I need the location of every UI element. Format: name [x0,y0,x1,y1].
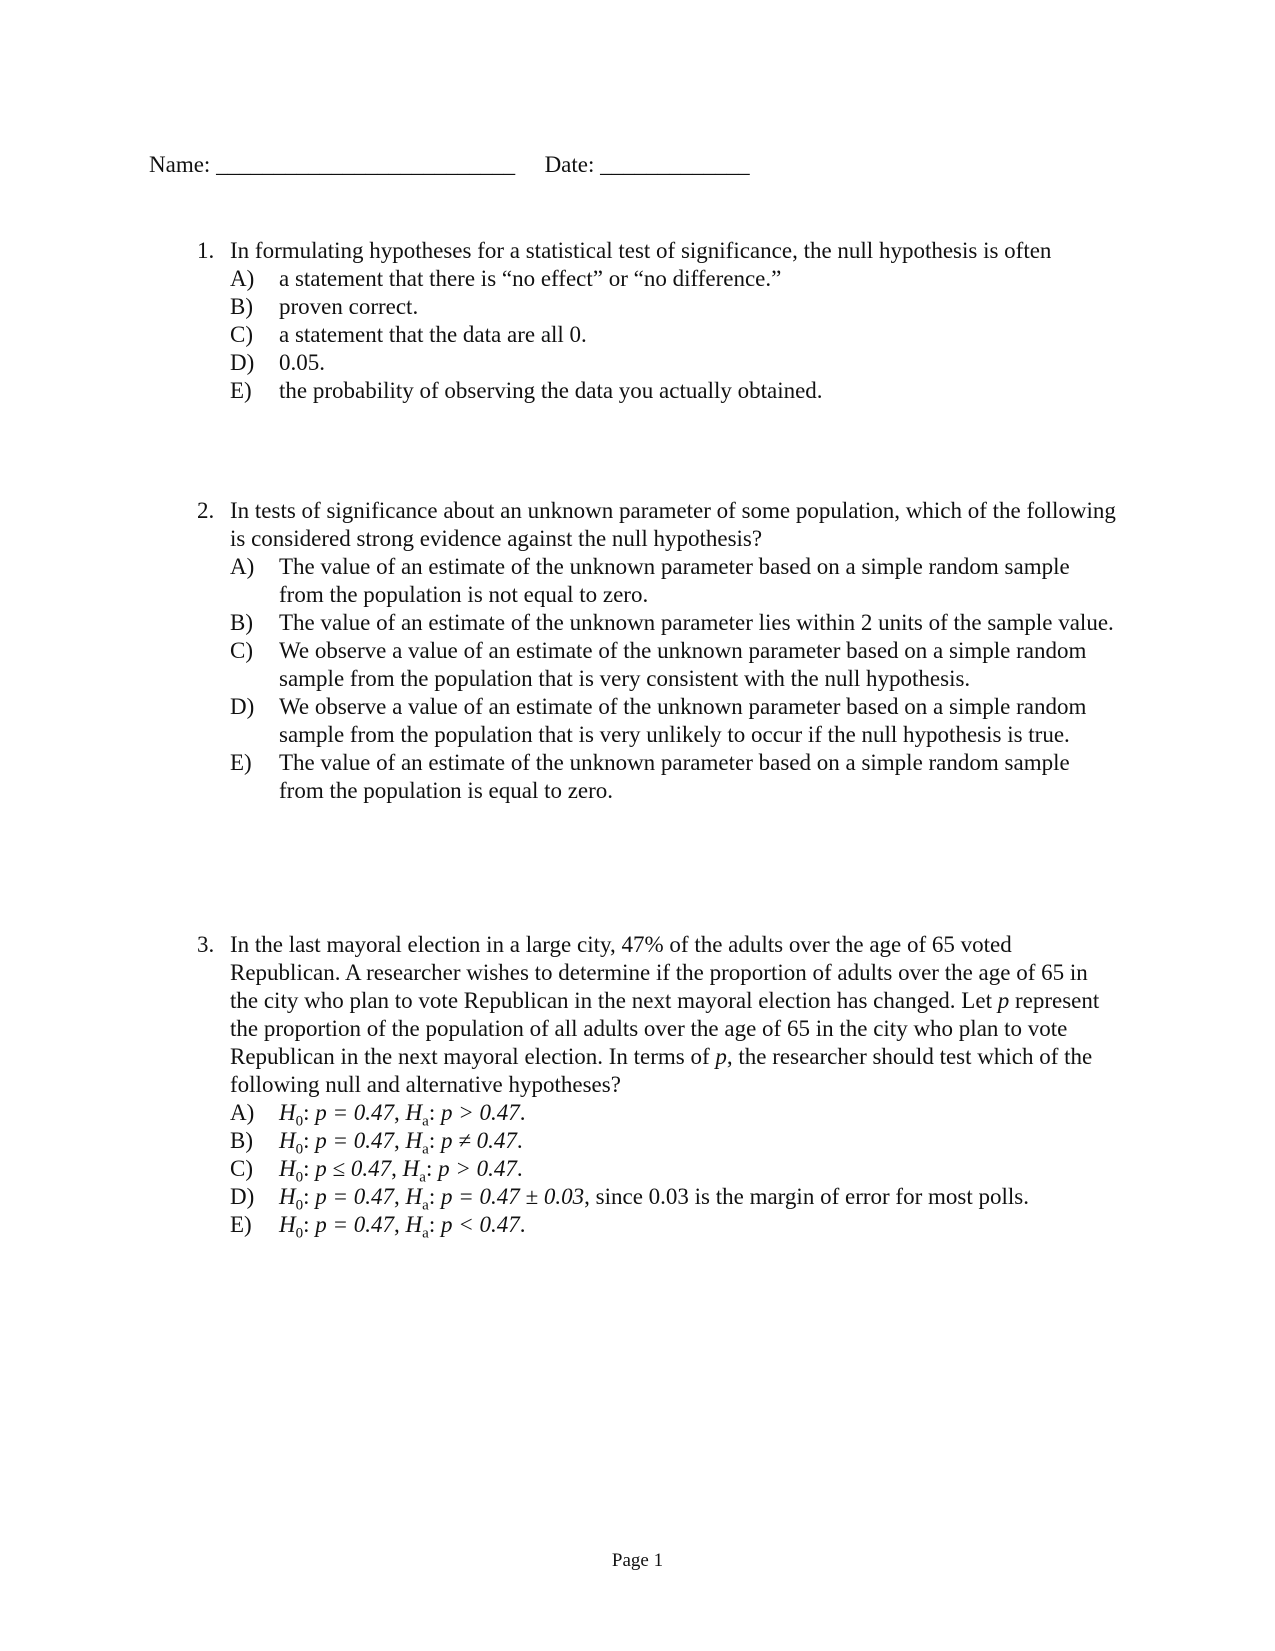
null-hypothesis: p ≤ 0.47 [315,1156,392,1181]
choice-c [230,637,1117,693]
hypothesis-subscript: a [422,1113,429,1130]
question-text-part: represent the proportion of the population of all adults over the age of 65 in the city who plan to vote Republican in the next mayoral election. In terms of [230,988,1100,1069]
choice-c [230,1155,1117,1186]
hypothesis-colon: : [303,1212,316,1237]
alternative-hypothesis: p = 0.47 ± 0.03 [440,1184,585,1209]
hypothesis-symbol: H [405,1212,423,1237]
hypothesis-comma: , [394,1100,406,1125]
choice-a [230,1099,1117,1130]
variable-p: p [715,1044,727,1069]
hypothesis-symbol: H [279,1128,296,1153]
choice-rest: . [516,1128,523,1153]
choice-b [230,609,1117,637]
hypothesis-subscript: 0 [295,1169,304,1186]
question-1 [197,237,1117,405]
choice-text: The value of an estimate of the unknown parameter lies within 2 units of the sample value. [279,610,1114,635]
choice-letter: C) [230,322,253,347]
null-hypothesis: p = 0.47 [315,1212,395,1237]
choice-text: proven correct. [279,294,419,319]
choice-letter: A) [230,1100,255,1125]
hypothesis-colon: : [428,1100,441,1125]
hypothesis-comma: , [391,1156,403,1181]
choice-list [197,553,1117,805]
choice-text: a statement that there is “no effect” or “no difference.” [279,266,782,291]
hypothesis-text [279,1127,1117,1158]
question-2 [197,497,1117,805]
choice-rest: . [519,1212,526,1237]
hypothesis-subscript: 0 [295,1197,304,1214]
question-text: In tests of significance about an unknown parameter of some population, which of the following is considered strong evidence against the null hypothesis? [230,498,1116,551]
null-hypothesis: p = 0.47 [315,1184,395,1209]
hypothesis-colon: : [303,1184,316,1209]
date-label: Date: [544,152,595,177]
question-text-part: In the last mayoral election in a large city, 47% of the adults over the age of 65 voted Republican. A researcher wishes to determine if the proportion of adults over the age of 65 in the city who plan to vote Republican in the next mayoral election has changed. Let [230,932,1088,1013]
choice-a [230,553,1117,609]
choice-b [230,293,1117,321]
hypothesis-symbol: H [279,1156,296,1181]
choice-letter: A) [230,266,255,291]
alternative-hypothesis: p > 0.47 [440,1100,520,1125]
choice-list [197,1099,1117,1242]
null-hypothesis: p = 0.47 [315,1100,395,1125]
hypothesis-text [279,1099,1117,1130]
hypothesis-colon: : [303,1100,316,1125]
hypothesis-symbol: H [402,1156,420,1181]
question-text [230,931,1117,1099]
choice-rest: . [519,1100,526,1125]
choice-letter: E) [230,750,252,775]
hypothesis-comma: , [394,1184,406,1209]
hypothesis-colon: : [425,1156,439,1181]
name-date-header [149,151,750,179]
choice-d [230,693,1117,749]
choice-letter: D) [230,1184,255,1209]
question-number: 3. [197,932,215,957]
choice-text: We observe a value of an estimate of the unknown parameter based on a simple random sample from the population that is very unlikely to occur if the null hypothesis is true. [279,694,1087,747]
hypothesis-symbol: H [405,1100,423,1125]
hypothesis-subscript: a [419,1169,426,1186]
hypothesis-subscript: a [422,1141,429,1158]
question-text-part: , the researcher should test which of the following null and alternative hypotheses? [230,1044,1093,1097]
question-text: In formulating hypotheses for a statistical test of significance, the null hypothesis is often [230,238,1052,263]
page-number: Page 1 [611,1550,664,1571]
name-label: Name: [149,152,211,177]
hypothesis-symbol: H [279,1212,296,1237]
choice-letter: E) [230,1212,252,1237]
choice-text: the probability of observing the data you actually obtained. [279,378,823,403]
alternative-hypothesis: p > 0.47 [438,1156,517,1181]
hypothesis-comma: , [394,1212,406,1237]
choice-text: The value of an estimate of the unknown parameter based on a simple random sample from the population is not equal to zero. [279,554,1070,607]
hypothesis-subscript: a [422,1225,429,1242]
choice-letter: C) [230,638,253,663]
choice-text: 0.05. [279,350,325,375]
choice-text: a statement that the data are all 0. [279,322,587,347]
choice-letter: B) [230,610,253,635]
hypothesis-colon: : [303,1128,316,1153]
variable-p: p [997,988,1010,1013]
choice-text: We observe a value of an estimate of the unknown parameter based on a simple random sample from the population that is very consistent with the null hypothesis. [279,638,1087,691]
hypothesis-symbol: H [405,1184,423,1209]
alternative-hypothesis: p ≠ 0.47 [440,1128,517,1153]
choice-d [230,1183,1117,1214]
question-number: 2. [197,498,215,523]
hypothesis-subscript: 0 [295,1225,304,1242]
choice-letter: B) [230,294,253,319]
hypothesis-symbol: H [279,1184,296,1209]
choice-letter: E) [230,378,252,403]
choice-b [230,1127,1117,1158]
hypothesis-colon: : [428,1184,441,1209]
choice-letter: C) [230,1156,253,1181]
choice-list [197,265,1117,405]
hypothesis-subscript: 0 [295,1113,304,1130]
hypothesis-subscript: 0 [295,1141,304,1158]
question-3 [197,931,1117,1242]
hypothesis-symbol: H [279,1100,296,1125]
choice-letter: D) [230,694,255,719]
hypothesis-comma: , [394,1128,406,1153]
choice-e [230,377,1117,405]
choice-letter: A) [230,554,255,579]
hypothesis-symbol: H [405,1128,423,1153]
choice-letter: D) [230,350,255,375]
null-hypothesis: p = 0.47 [315,1128,395,1153]
question-number: 1. [197,238,215,263]
hypothesis-colon: : [428,1128,441,1153]
date-blank: _____________ [600,152,750,177]
name-blank: __________________________ [216,152,516,177]
choice-d [230,349,1117,377]
choice-e [230,749,1117,805]
choice-a [230,265,1117,293]
choice-rest: . [516,1156,523,1181]
alternative-hypothesis: p < 0.47 [440,1212,520,1237]
choice-c [230,321,1117,349]
hypothesis-colon: : [428,1212,441,1237]
hypothesis-text [279,1155,1117,1186]
hypothesis-subscript: a [422,1197,429,1214]
choice-e [230,1211,1117,1242]
choice-text: The value of an estimate of the unknown parameter based on a simple random sample from the population is equal to zero. [279,750,1070,803]
hypothesis-colon: : [303,1156,316,1181]
hypothesis-text [279,1211,1117,1242]
hypothesis-text [279,1183,1117,1214]
choice-rest: , since 0.03 is the margin of error for most polls. [584,1184,1029,1209]
choice-letter: B) [230,1128,253,1153]
